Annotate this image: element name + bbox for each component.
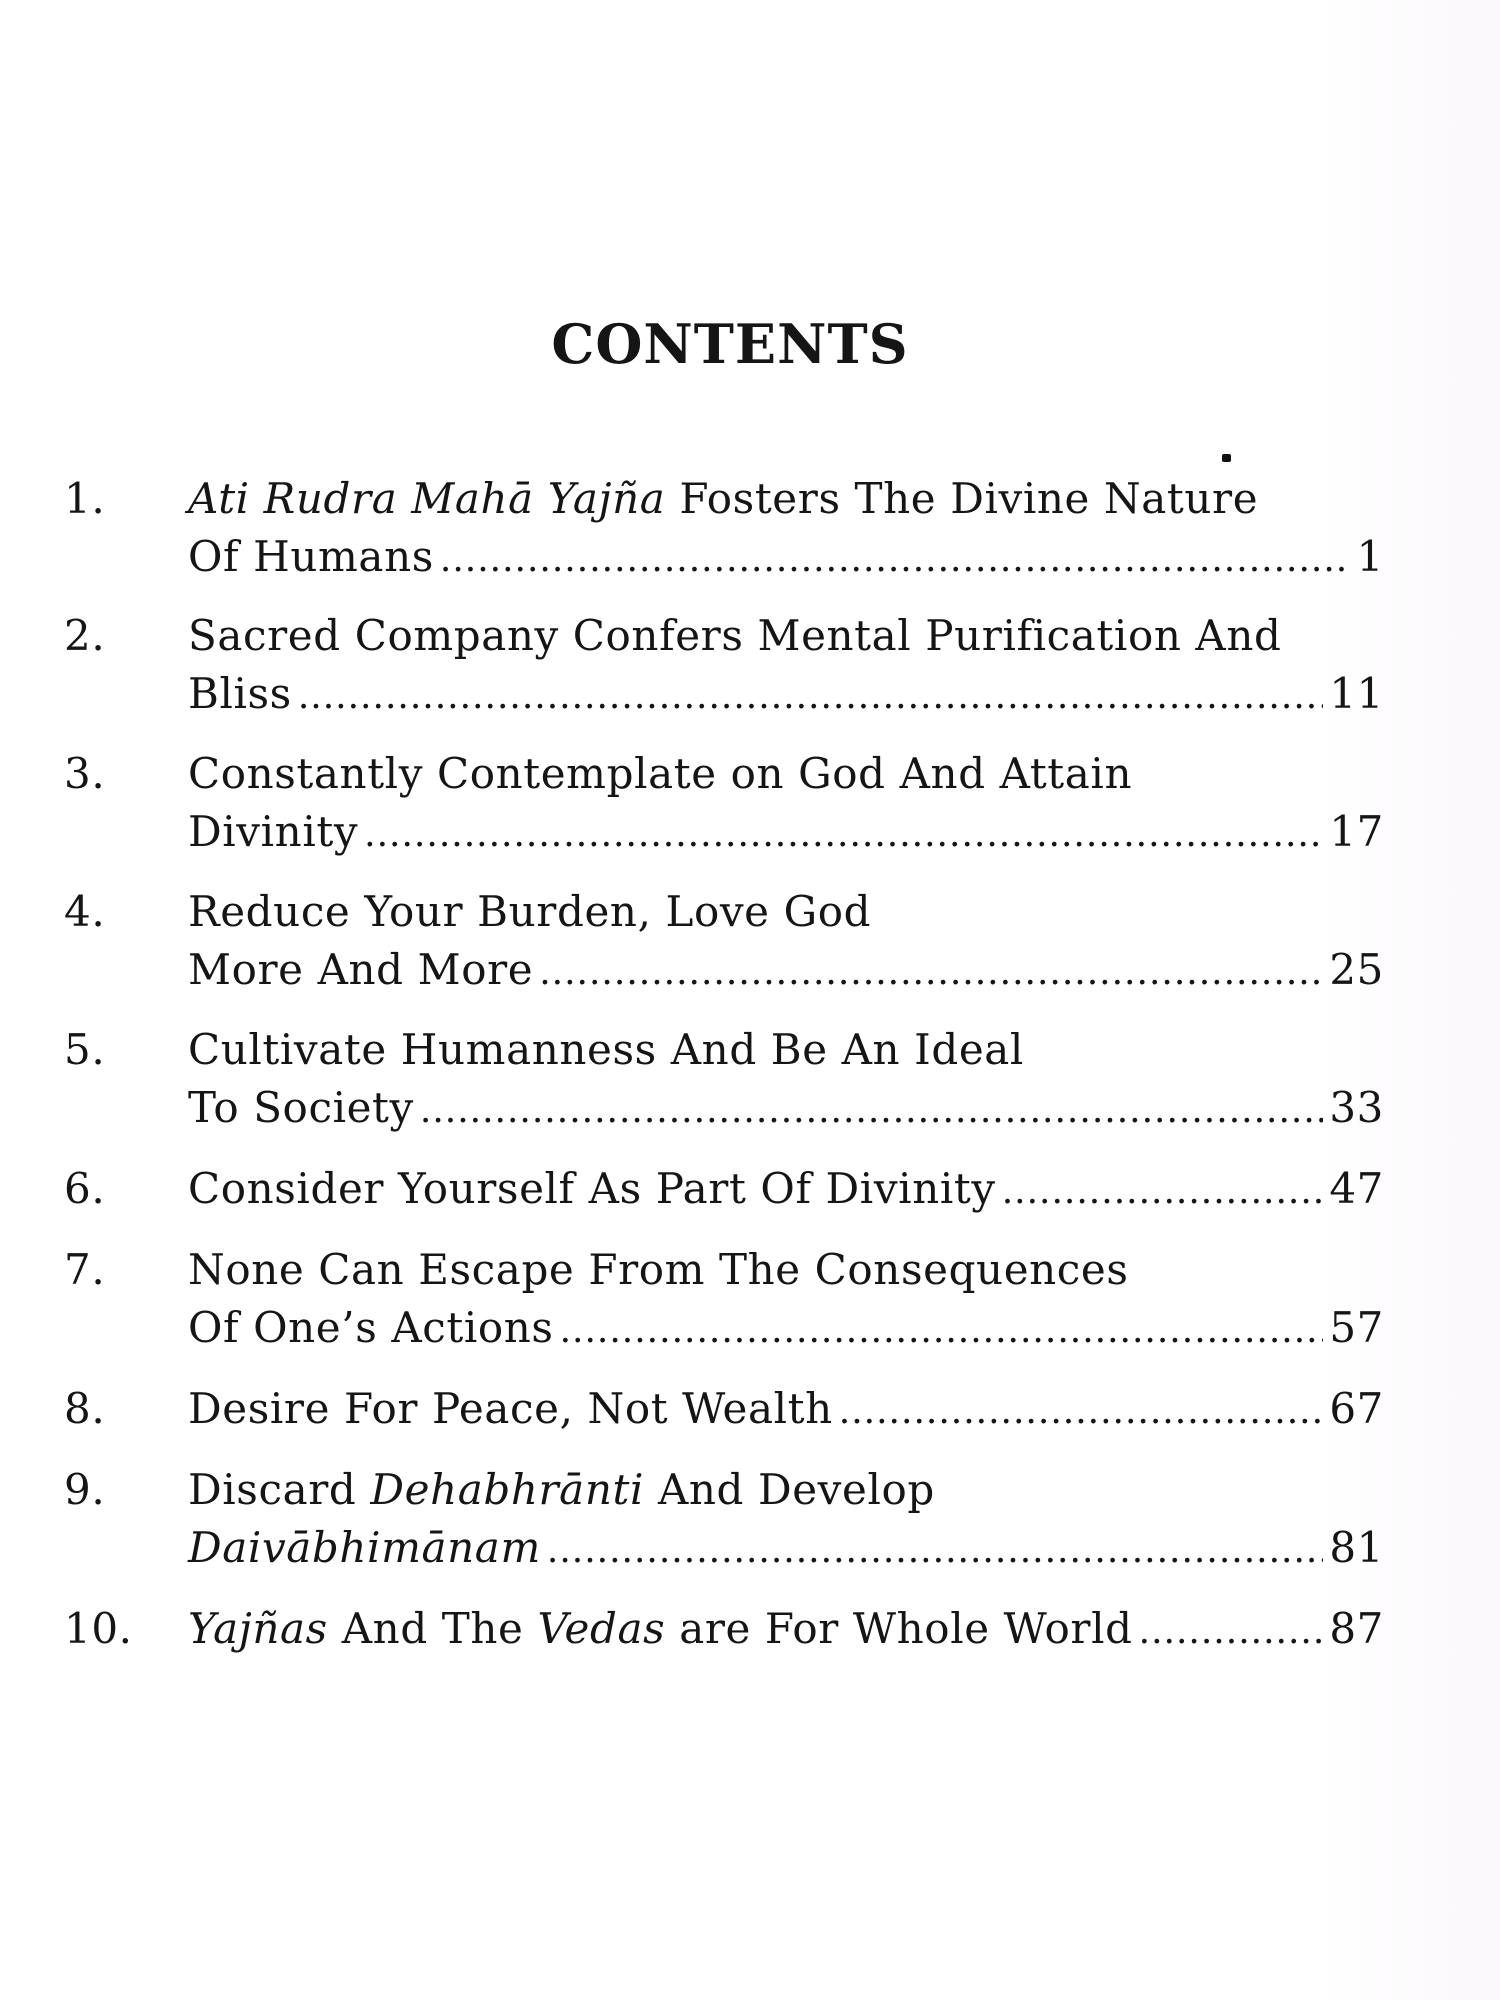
dot-leader — [539, 944, 1323, 1002]
dot-leader — [547, 1522, 1323, 1580]
entry-title: Consider Yourself As Part Of Divinity — [188, 1164, 996, 1213]
dot-leader — [1002, 1163, 1324, 1221]
entry-page-number: 67 — [1329, 1384, 1384, 1433]
entry-title-line-2: Of Humans — [188, 532, 434, 581]
entry-title-line-1: None Can Escape From The Consequences — [188, 1245, 1129, 1294]
entry-number: 9. — [64, 1465, 106, 1514]
entry-number: 5. — [64, 1025, 106, 1074]
toc-entry[interactable] — [64, 1160, 1384, 1221]
entry-number: 10. — [64, 1604, 133, 1653]
entry-title-line-1: Cultivate Humanness And Be An Ideal — [188, 1025, 1024, 1074]
toc-entry[interactable] — [64, 1241, 1384, 1360]
entry-title-line-2: Of One’s Actions — [188, 1303, 554, 1352]
entry-title-line-2: Divinity — [188, 807, 359, 856]
toc-entry[interactable] — [64, 1021, 1384, 1140]
entry-page-number: 57 — [1329, 1303, 1384, 1352]
entry-title-line-1: Discard Dehabhrānti And Develop — [188, 1465, 935, 1514]
entry-page-number: 81 — [1329, 1523, 1384, 1572]
page-title: CONTENTS — [551, 312, 909, 376]
ink-speck — [1222, 454, 1231, 462]
entry-title: Yajñas And The Vedas are For Whole World — [188, 1604, 1133, 1653]
entry-title-line-1: Ati Rudra Mahā Yajña Fosters The Divine Nature — [188, 474, 1259, 523]
entry-page-number: 17 — [1329, 807, 1384, 856]
entry-title-line-1: Constantly Contemplate on God And Attain — [188, 749, 1133, 798]
entry-title-line-2: Daivābhimānam — [188, 1523, 541, 1572]
toc-entry[interactable] — [64, 1600, 1384, 1661]
dot-leader — [364, 806, 1323, 864]
entry-title-line-1: Reduce Your Burden, Love God — [188, 887, 872, 936]
entry-title-line-2: To Society — [188, 1083, 414, 1132]
dot-leader — [560, 1302, 1324, 1360]
toc-entry[interactable] — [64, 470, 1384, 589]
entry-page-number: 47 — [1329, 1164, 1384, 1213]
dot-leader — [420, 1082, 1323, 1140]
entry-title-line-1: Sacred Company Confers Mental Purification And — [188, 611, 1282, 660]
toc-entry[interactable] — [64, 745, 1384, 864]
entry-number: 4. — [64, 887, 106, 936]
entry-number: 2. — [64, 611, 106, 660]
entry-page-number: 11 — [1329, 669, 1384, 718]
entry-number: 1. — [64, 474, 106, 523]
entry-title-line-2: Bliss — [188, 669, 292, 718]
entry-page-number: 25 — [1329, 945, 1384, 994]
entry-title-line-2: More And More — [188, 945, 534, 994]
dot-leader — [298, 668, 1324, 726]
entry-number: 3. — [64, 749, 106, 798]
toc-entry[interactable] — [64, 1380, 1384, 1441]
dot-leader — [1139, 1603, 1324, 1661]
entry-number: 6. — [64, 1164, 106, 1213]
entry-page-number: 1 — [1356, 532, 1384, 581]
entry-number: 8. — [64, 1384, 106, 1433]
toc-entry[interactable] — [64, 1461, 1384, 1580]
toc-entry[interactable] — [64, 607, 1384, 726]
entry-page-number: 87 — [1329, 1604, 1384, 1653]
dot-leader — [839, 1383, 1324, 1441]
toc-entry[interactable] — [64, 883, 1384, 1002]
dot-leader — [440, 531, 1351, 589]
table-of-contents — [64, 470, 1384, 1661]
entry-number: 7. — [64, 1245, 106, 1294]
entry-page-number: 33 — [1329, 1083, 1384, 1132]
entry-title: Desire For Peace, Not Wealth — [188, 1384, 833, 1433]
